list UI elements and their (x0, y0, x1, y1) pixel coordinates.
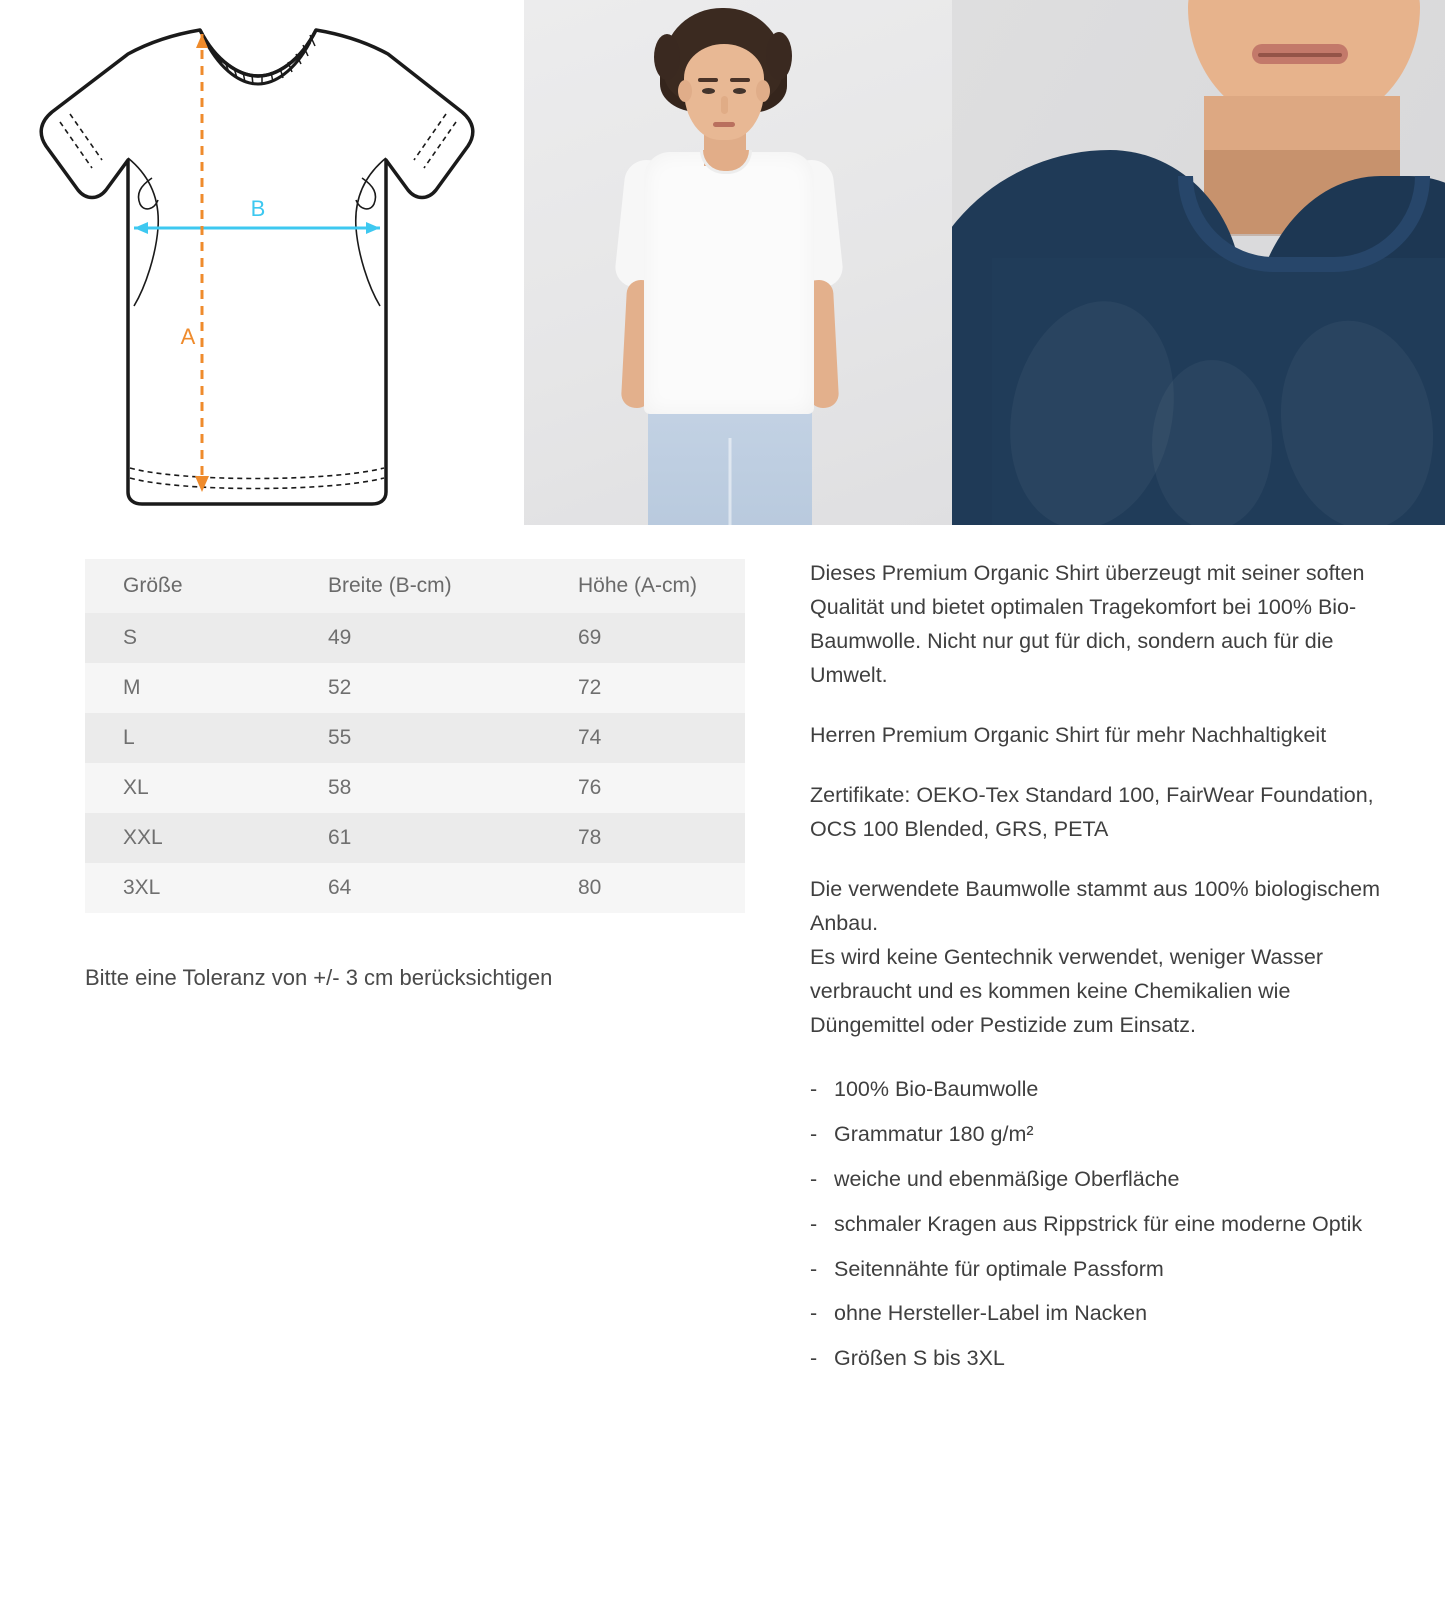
cell-height: 74 (540, 713, 745, 763)
model-eye-left (702, 88, 715, 94)
table-header-row (85, 559, 745, 613)
column-header-height: Höhe (A-cm) (540, 559, 745, 613)
bullet-marker: - (810, 1301, 818, 1326)
list-item-label: Grammatur 180 g/m² (834, 1121, 1034, 1146)
cell-height: 72 (540, 663, 745, 713)
bullet-marker: - (810, 1121, 818, 1146)
description-paragraph-4: Die verwendete Baumwolle stammt aus 100% biologischem Anbau. (810, 876, 1381, 935)
width-label-b: B (250, 196, 266, 221)
cell-size: S (85, 613, 290, 663)
fabric-fold (1152, 360, 1272, 525)
model-jeans (648, 404, 812, 525)
cell-width: 52 (290, 663, 540, 713)
list-item (810, 1073, 1401, 1107)
list-item-label: schmaler Kragen aus Rippstrick für eine moderne Optik (834, 1211, 1363, 1236)
height-label-a: A (180, 324, 196, 349)
description-paragraph-3: Zertifikate: OEKO-Tex Standard 100, FairWear Foundation, OCS 100 Blended, GRS, PETA (810, 782, 1374, 841)
bullet-marker: - (810, 1256, 818, 1281)
t-shirt-technical-drawing (0, 0, 524, 525)
description-text (810, 557, 1401, 1043)
column-header-width: Breite (B-cm) (290, 559, 540, 613)
list-item (810, 1208, 1401, 1242)
table-row (85, 663, 745, 713)
model-ear-left (678, 80, 692, 102)
table-row (85, 613, 745, 663)
model-eyebrow-left (698, 78, 718, 82)
tolerance-note: Bitte eine Toleranz von +/- 3 cm berücksichtigen (85, 965, 553, 990)
description-paragraph-2: Herren Premium Organic Shirt für mehr Nachhaltigkeit (810, 722, 1327, 747)
bullet-marker: - (810, 1346, 818, 1371)
size-chart-section (0, 525, 780, 1387)
cell-height: 76 (540, 763, 745, 813)
model-wearing-white-shirt (524, 0, 952, 525)
cell-width: 49 (290, 613, 540, 663)
column-header-size: Größe (85, 559, 290, 613)
bullet-marker: - (810, 1076, 818, 1101)
model-lips (1252, 44, 1348, 64)
description-paragraph-1: Dieses Premium Organic Shirt überzeugt mit seiner soften Qualität und bietet optimalen Tragekomfort bei 100% Bio-Baumwolle. Nicht nur gut für dich, sondern auch für die Umwelt. (810, 561, 1365, 687)
list-item (810, 1163, 1401, 1197)
cell-height: 80 (540, 863, 745, 913)
list-item-label: ohne Hersteller-Label im Nacken (834, 1301, 1148, 1326)
list-item-label: 100% Bio-Baumwolle (834, 1076, 1039, 1101)
cell-width: 61 (290, 813, 540, 863)
model-nose (721, 96, 728, 114)
table-row (85, 863, 745, 913)
bullet-marker: - (810, 1211, 818, 1236)
white-shirt-body (644, 152, 814, 414)
table-row (85, 763, 745, 813)
model-mouth (713, 122, 735, 127)
list-item (810, 1342, 1401, 1376)
model-ear-right (756, 80, 770, 102)
product-image-strip (0, 0, 1445, 525)
technical-drawing-panel (0, 0, 524, 525)
list-item-label: Größen S bis 3XL (834, 1346, 1005, 1371)
bullet-marker: - (810, 1166, 818, 1191)
description-paragraph-5: Es wird keine Gentechnik verwendet, weniger Wasser verbraucht und es kommen keine Chemikalien wie Düngemittel oder Pestizide zum Einsatz. (810, 944, 1324, 1037)
description-section (780, 525, 1445, 1387)
list-item (810, 1297, 1401, 1331)
cell-width: 55 (290, 713, 540, 763)
cell-size: 3XL (85, 863, 290, 913)
list-item-label: Seitennähte für optimale Passform (834, 1256, 1164, 1281)
cell-height: 69 (540, 613, 745, 663)
product-details (0, 525, 1445, 1387)
cell-width: 58 (290, 763, 540, 813)
feature-list (810, 1073, 1401, 1377)
model-eye-right (733, 88, 746, 94)
list-item (810, 1118, 1401, 1152)
cell-size: L (85, 713, 290, 763)
collar-detail-navy-shirt (952, 0, 1445, 525)
cell-height: 78 (540, 813, 745, 863)
table-row (85, 813, 745, 863)
model-eyebrow-right (730, 78, 750, 82)
table-row (85, 713, 745, 763)
cell-size: XXL (85, 813, 290, 863)
list-item-label: weiche und ebenmäßige Oberfläche (834, 1166, 1180, 1191)
list-item (810, 1253, 1401, 1287)
cell-size: M (85, 663, 290, 713)
cell-size: XL (85, 763, 290, 813)
cell-width: 64 (290, 863, 540, 913)
size-table (85, 559, 745, 913)
